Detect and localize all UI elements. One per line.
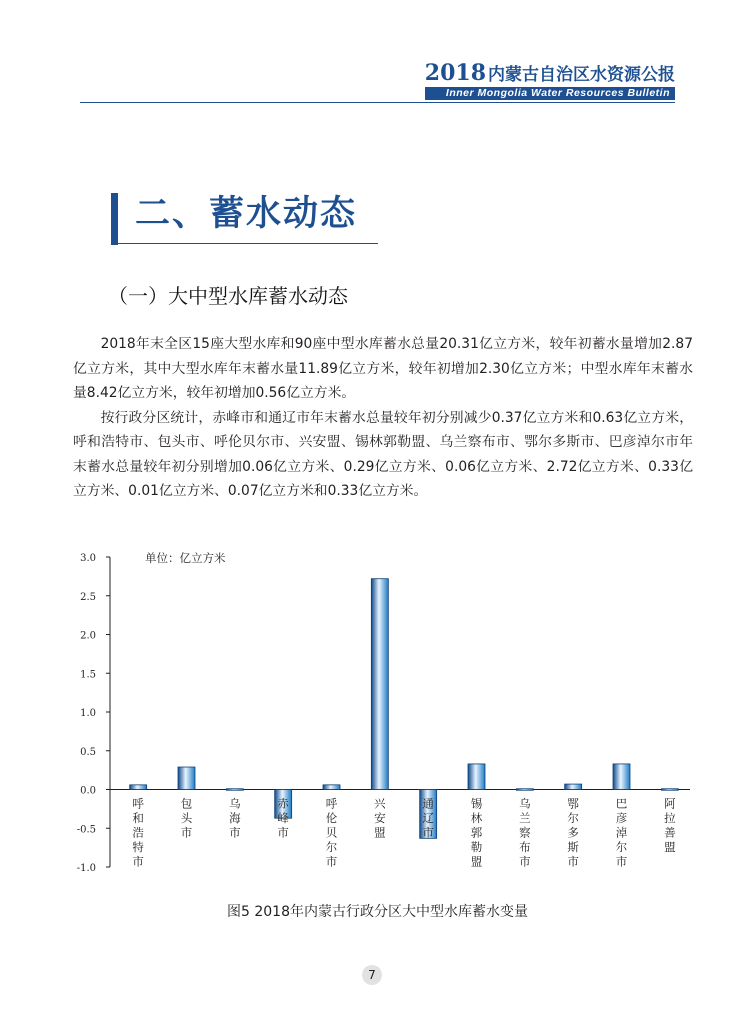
bar [468, 764, 485, 790]
bar [613, 764, 630, 790]
y-tick-label: -0.5 [76, 824, 96, 836]
figure-caption: 图5 2018年内蒙古行政分区大中型水库蓄水变量 [227, 904, 528, 920]
y-tick-label: -1.0 [76, 863, 96, 874]
bar [371, 579, 388, 790]
page-number: 7 [362, 965, 382, 985]
storage-change-chart [60, 545, 700, 885]
section-underline [111, 243, 378, 244]
category-label: 乌兰察布市 [519, 796, 531, 869]
category-label: 阿拉善盟 [664, 796, 676, 854]
unit-label: 单位：亿立方米 [145, 551, 226, 565]
header-divider [80, 102, 675, 103]
category-label: 乌海市 [229, 796, 241, 840]
y-tick-label: 2.0 [80, 630, 96, 642]
bulletin-header [425, 62, 675, 100]
paragraph: 2018年末全区15座大型水库和90座中型水库蓄水总量20.31亿立方米，较年初蓄水量增加2.87亿立方米，其中大型水库年末蓄水量11.89亿立方米，较年初增加2.30亿立方米；中型水库年末蓄水量8.42亿立方米，较年初增加0.56亿立方米。 [73, 336, 693, 401]
bar [661, 789, 678, 791]
y-tick-label: 0.5 [80, 746, 96, 758]
y-tick-label: 0.0 [80, 785, 96, 797]
category-label: 呼伦贝尔市 [325, 796, 338, 869]
bar [565, 784, 582, 789]
y-tick-label: 1.5 [80, 669, 96, 681]
category-label: 呼和浩特市 [132, 796, 144, 869]
category-label: 巴彦淖尔市 [615, 796, 628, 869]
body-text [73, 332, 693, 504]
category-label: 鄂尔多斯市 [567, 796, 579, 869]
category-label: 包头市 [180, 796, 193, 840]
bar [323, 785, 340, 790]
bulletin-title-text: 内蒙古自治区水资源公报 [488, 65, 675, 85]
category-label: 赤峰市 [277, 796, 289, 840]
category-label: 通辽市 [422, 796, 434, 840]
bar [178, 767, 195, 789]
y-tick-label: 1.0 [80, 708, 96, 719]
bulletin-title [425, 62, 675, 86]
section-accent-bar [111, 193, 118, 245]
paragraph: 按行政分区统计，赤峰市和通辽市年末蓄水总量较年初分别减少0.37亿立方米和0.63亿立方米，呼和浩特市、包头市、呼伦贝尔市、兴安盟、锡林郭勒盟、乌兰察布市、鄂尔多斯市、巴彦淖尔市年末蓄水总量较年初分别增加0.06亿立方米、0.29亿立方米、0.06亿立方米、2.72亿立方米、0.33亿立方米、0.01亿立方米、0.07亿立方米和0.33亿立方米。 [73, 409, 693, 499]
bar [226, 789, 243, 791]
bulletin-title-year: 2018 [424, 60, 486, 86]
category-label: 兴安盟 [374, 796, 386, 840]
bar [130, 785, 147, 790]
bar [516, 789, 533, 791]
y-tick-label: 2.5 [80, 591, 96, 603]
section-title: 二、蓄水动态 [135, 193, 358, 234]
y-tick-label: 3.0 [80, 553, 96, 564]
bulletin-subtitle: Inner Mongolia Water Resources Bulletin [425, 87, 675, 100]
subsection-title: （一）大中型水库蓄水动态 [108, 284, 348, 308]
category-label: 锡林郭勒盟 [470, 796, 483, 869]
